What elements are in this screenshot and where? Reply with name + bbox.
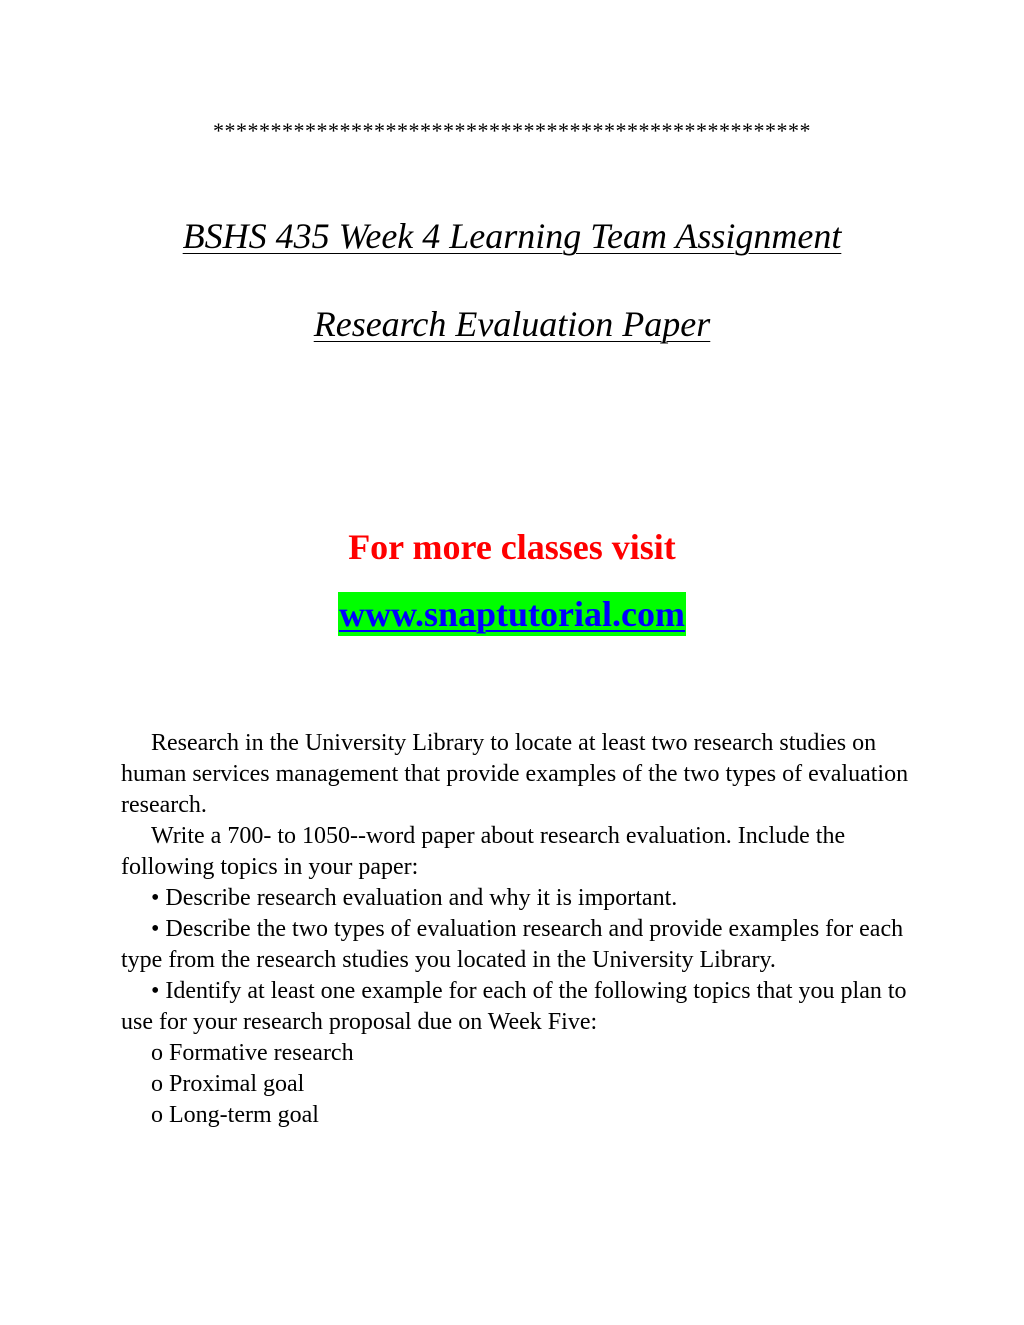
- bullet-describe-evaluation: • Describe research evaluation and why it is important.: [151, 885, 678, 911]
- paragraph-research: Research in the University Library to locate at least two research studies on human services management that provide examples of the two types of evaluation research.: [121, 730, 909, 818]
- subitem-formative-research: o Formative research: [151, 1040, 354, 1066]
- paragraph-write: Write a 700- to 1050--word paper about research evaluation. Include the following topics in your paper:: [121, 823, 846, 880]
- promo-text: For more classes visit: [348, 527, 676, 567]
- bullet-identify-example: • Identify at least one example for each of the following topics that you plan to use for your research proposal due on Week Five:: [121, 978, 907, 1035]
- subitem-long-term-goal: o Long-term goal: [151, 1102, 319, 1128]
- website-link[interactable]: www.snaptutorial.com: [338, 594, 685, 634]
- assignment-body: [121, 728, 911, 1131]
- subitem-proximal-goal: o Proximal goal: [151, 1071, 305, 1097]
- link-container: [0, 592, 1024, 636]
- separator-stars: ****************************************************: [213, 118, 811, 143]
- document-title: BSHS 435 Week 4 Learning Team Assignment: [182, 216, 842, 256]
- document-subtitle: Research Evaluation Paper: [313, 304, 711, 344]
- bullet-describe-types: • Describe the two types of evaluation research and provide examples for each type from the research studies you located in the University Library.: [121, 916, 904, 973]
